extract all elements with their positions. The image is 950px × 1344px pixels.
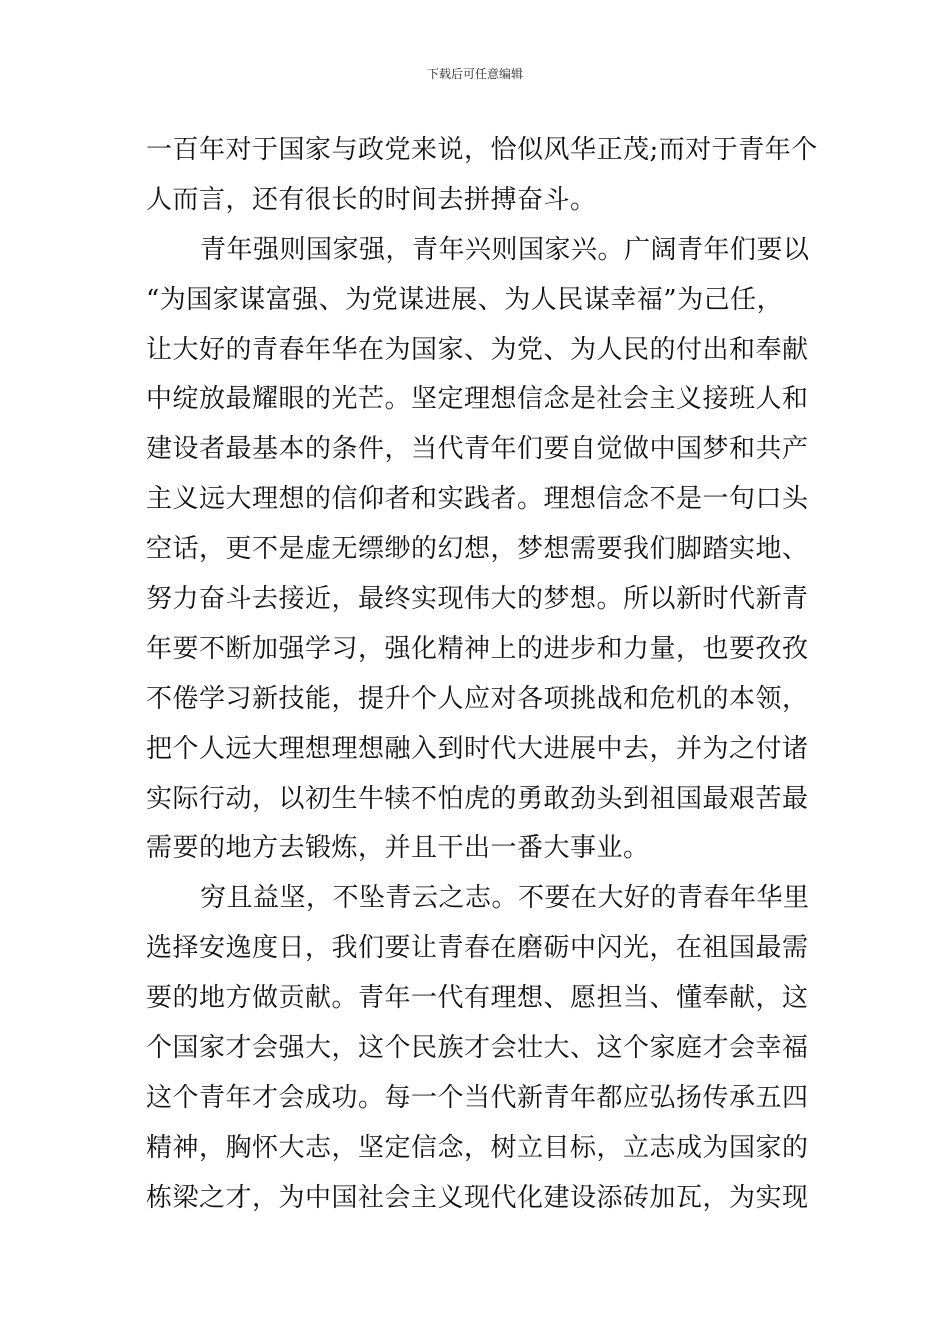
text-line: 需要的地方去锻炼，并且干出一番大事业。 [146,833,650,864]
text-line: “为国家谋富强、为党谋进展、为人民谋幸福”为己任， [146,284,784,315]
text-line: 年要不断加强学习，强化精神上的进步和力量，也要孜孜 [146,633,809,664]
document-body [146,126,818,1224]
text-line: 人而言，还有很长的时间去拼搏奋斗。 [146,184,597,215]
text-line: 要的地方做贡献。青年一代有理想、愿担当、懂奉献，这 [146,983,809,1014]
text-line: 空话，更不是虚无缥缈的幻想，梦想需要我们脚踏实地、 [146,534,809,565]
paragraph-start-line: 穷且益坚，不坠青云之志。不要在大好的青春年华里 [200,883,810,914]
text-line: 这个青年才会成功。每一个当代新青年都应弘扬传承五四 [146,1082,809,1113]
text-line: 个国家才会强大，这个民族才会壮大、这个家庭才会幸福 [146,1033,809,1064]
text-line: 努力奋斗去接近，最终实现伟大的梦想。所以新时代新青 [146,584,809,615]
text-line: 让大好的青春年华在为国家、为党、为人民的付出和奉献 [146,334,809,365]
text-line: 精神，胸怀大志，坚定信念，树立目标，立志成为国家的 [146,1132,809,1163]
text-line: 一百年对于国家与政党来说，恰似风华正茂;而对于青年个 [146,135,818,165]
text-line: 栋梁之才，为中国社会主义现代化建设添砖加瓦，为实现 [146,1182,809,1213]
text-line: 主义远大理想的信仰者和实践者。理想信念不是一句口头 [146,484,809,515]
text-line: 不倦学习新技能，提升个人应对各项挑战和危机的本领， [146,683,809,714]
text-line: 建设者最基本的条件，当代青年们要自觉做中国梦和共产 [146,434,809,465]
text-line: 把个人远大理想理想融入到时代大进展中去，并为之付诸 [146,733,809,764]
text-line: 中绽放最耀眼的光芒。坚定理想信念是社会主义接班人和 [146,384,809,415]
text-line: 选择安逸度日，我们要让青春在磨砺中闪光，在祖国最需 [146,933,809,964]
text-line: 实际行动，以初生牛犊不怕虎的勇敢劲头到祖国最艰苦最 [146,783,809,814]
paragraph-start-line: 青年强则国家强，青年兴则国家兴。广阔青年们要以 [200,234,810,265]
page-header: 下载后可任意编辑 [426,67,523,81]
